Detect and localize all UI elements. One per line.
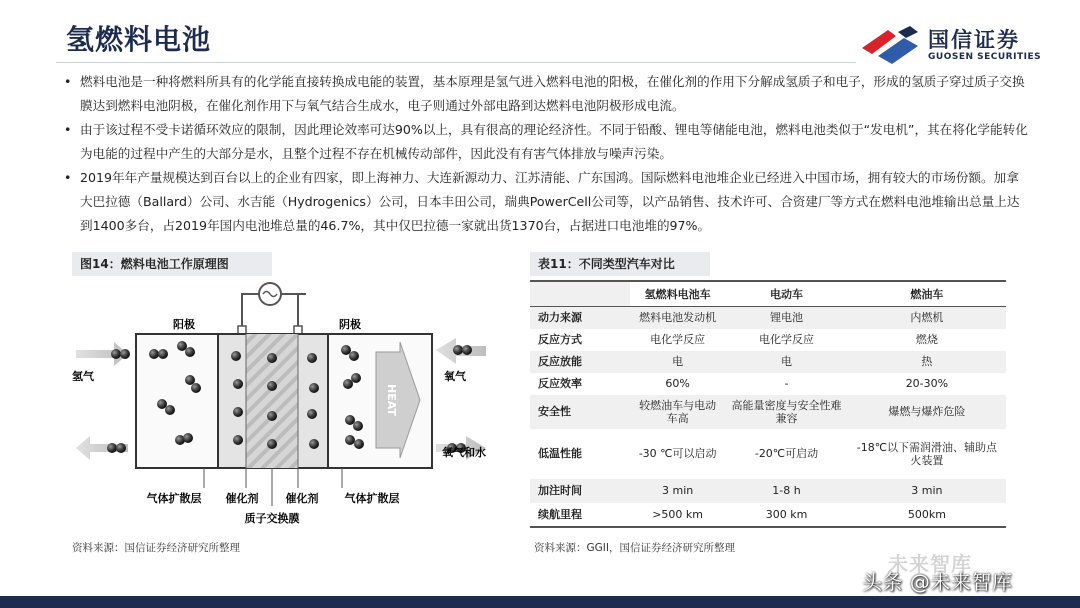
table-header-cell [530,281,630,307]
gas-diffusion-layer-left-label: 气体扩散层 [146,492,202,505]
table-cell: 电化学反应 [725,329,848,351]
table-cell: -30 ℃可以启动 [630,429,725,479]
membrane-label: 质子交换膜 [244,512,300,525]
hydrogen-label: 氢气 [72,370,94,383]
table-cell: 3 min [630,479,725,503]
footer-bar [0,596,1080,608]
table-cell: 60% [630,373,725,395]
row-label: 反应放能 [530,351,630,373]
table-cell: 内燃机 [848,307,1006,329]
table-row [530,307,1006,329]
table-cell: >500 km [630,503,725,527]
table-row [530,351,1006,373]
fuel-cell-diagram [66,280,506,530]
table-row [530,429,1006,479]
table-cell: 3 min [848,479,1006,503]
anode-label: 阳极 [173,318,195,331]
figure-source: 资料来源：国信证券经济研究所整理 [72,542,240,554]
table-header-row [530,281,1006,307]
row-label: 低温性能 [530,429,630,479]
oxygen-label: 氧气 [444,370,466,383]
external-circuit [238,283,306,334]
guosen-logo [858,22,1058,68]
table-row [530,329,1006,351]
table-source: 资料来源：GGII，国信证券经济研究所整理 [534,542,735,554]
gas-diffusion-layer-right-label: 气体扩散层 [344,492,400,505]
table-cell: 爆燃与爆炸危险 [848,395,1006,429]
table-header-cell: 电动车 [725,281,848,307]
catalyst-left-label: 催化剂 [225,492,259,505]
table-row [530,373,1006,395]
table-cell: 20-30% [848,373,1006,395]
table-row [530,503,1006,527]
heat-label: HEAT [385,384,398,416]
row-label: 动力来源 [530,307,630,329]
bullet-item-3: • 2019年年产量规模达到百台以上的企业有四家，即上海神力、大连新源动力、江苏清能、广东国鸿。国际燃料电池堆企业已经进入中国市场，拥有较大的市场份额。加拿大巴拉德（Ballard）公司、水吉能（Hydrogenics）公司，日本丰田公司，瑞典PowerCell公司等，以产品销售、技术许可、合资建厂等方式在燃料电池堆输出总量上达到1400多台，占2019年国内电池堆总量的46.7%，其中仅巴拉德一家就出货1370台，占据进口电池堆的97%。 [62,166,1030,238]
row-label: 加注时间 [530,479,630,503]
row-label: 续航里程 [530,503,630,527]
table-cell: 1-8 h [725,479,848,503]
table-cell: 300 km [725,503,848,527]
row-label: 反应方式 [530,329,630,351]
table-cell: 电 [725,351,848,373]
bullet-item-1: • 燃料电池是一种将燃料所具有的化学能直接转换成电能的装置，基本原理是氢气进入燃料电池的阳极，在催化剂的作用下分解成氢质子和电子，形成的氢质子穿过质子交换膜达到燃料电池阴极，在催化剂作用下与氧气结合生成水，电子则通过外部电路到达燃料电池阴极形成电流。 [62,70,1030,118]
row-label: 反应效率 [530,373,630,395]
table-cell: - [725,373,848,395]
anode-chamber [136,334,218,468]
title-divider [56,62,856,63]
table-cell: -18℃以下需润滑油、辅助点火装置 [848,429,1006,479]
table-cell: 燃料电池发动机 [630,307,725,329]
table-cell: -20℃可启动 [725,429,848,479]
figure-caption: 图14：燃料电池工作原理图 [72,252,272,276]
bullet-item-2: • 由于该过程不受卡诺循环效应的限制，因此理论效率可达90%以上，具有很高的理论经济性。不同于铅酸、锂电等储能电池，燃料电池类似于“发电机”，其在将化学能转化为电能的过程中产生的大部分是水，且整个过程不存在机械传动部件，因此没有有害气体排放与噪声污染。 [62,118,1030,166]
watermark-text: 头条 @未来智库 [862,570,1013,594]
logo-company-english: GUOSEN SECURITIES [928,52,1042,62]
table-row [530,395,1006,429]
logo-company-name: 国信证券 [928,28,1020,52]
table-header-cell: 燃油车 [848,281,1006,307]
oxygen-water-label: 氧气和水 [442,446,486,459]
table-cell: 电 [630,351,725,373]
table-row [530,479,1006,503]
bullet-list [62,70,1030,238]
table-cell: 500km [848,503,1006,527]
table-cell: 热 [848,351,1006,373]
row-label: 安全性 [530,395,630,429]
vehicle-comparison-table [530,280,1006,528]
cathode-label: 阴极 [339,318,361,331]
table-header-cell: 氢燃料电池车 [630,281,725,307]
catalyst-right-label: 催化剂 [285,492,319,505]
table-cell: 燃烧 [848,329,1006,351]
table-caption: 表11：不同类型汽车对比 [530,252,710,276]
table-cell: 高能量密度与安全性难兼容 [725,395,848,429]
guosen-logo-icon [858,22,922,66]
table-cell: 锂电池 [725,307,848,329]
table-cell: 电化学反应 [630,329,725,351]
table-cell: 较燃油车与电动车高 [630,395,725,429]
page-title: 氢燃料电池 [66,23,212,56]
watermark-faded: 未来智库 [888,552,972,576]
